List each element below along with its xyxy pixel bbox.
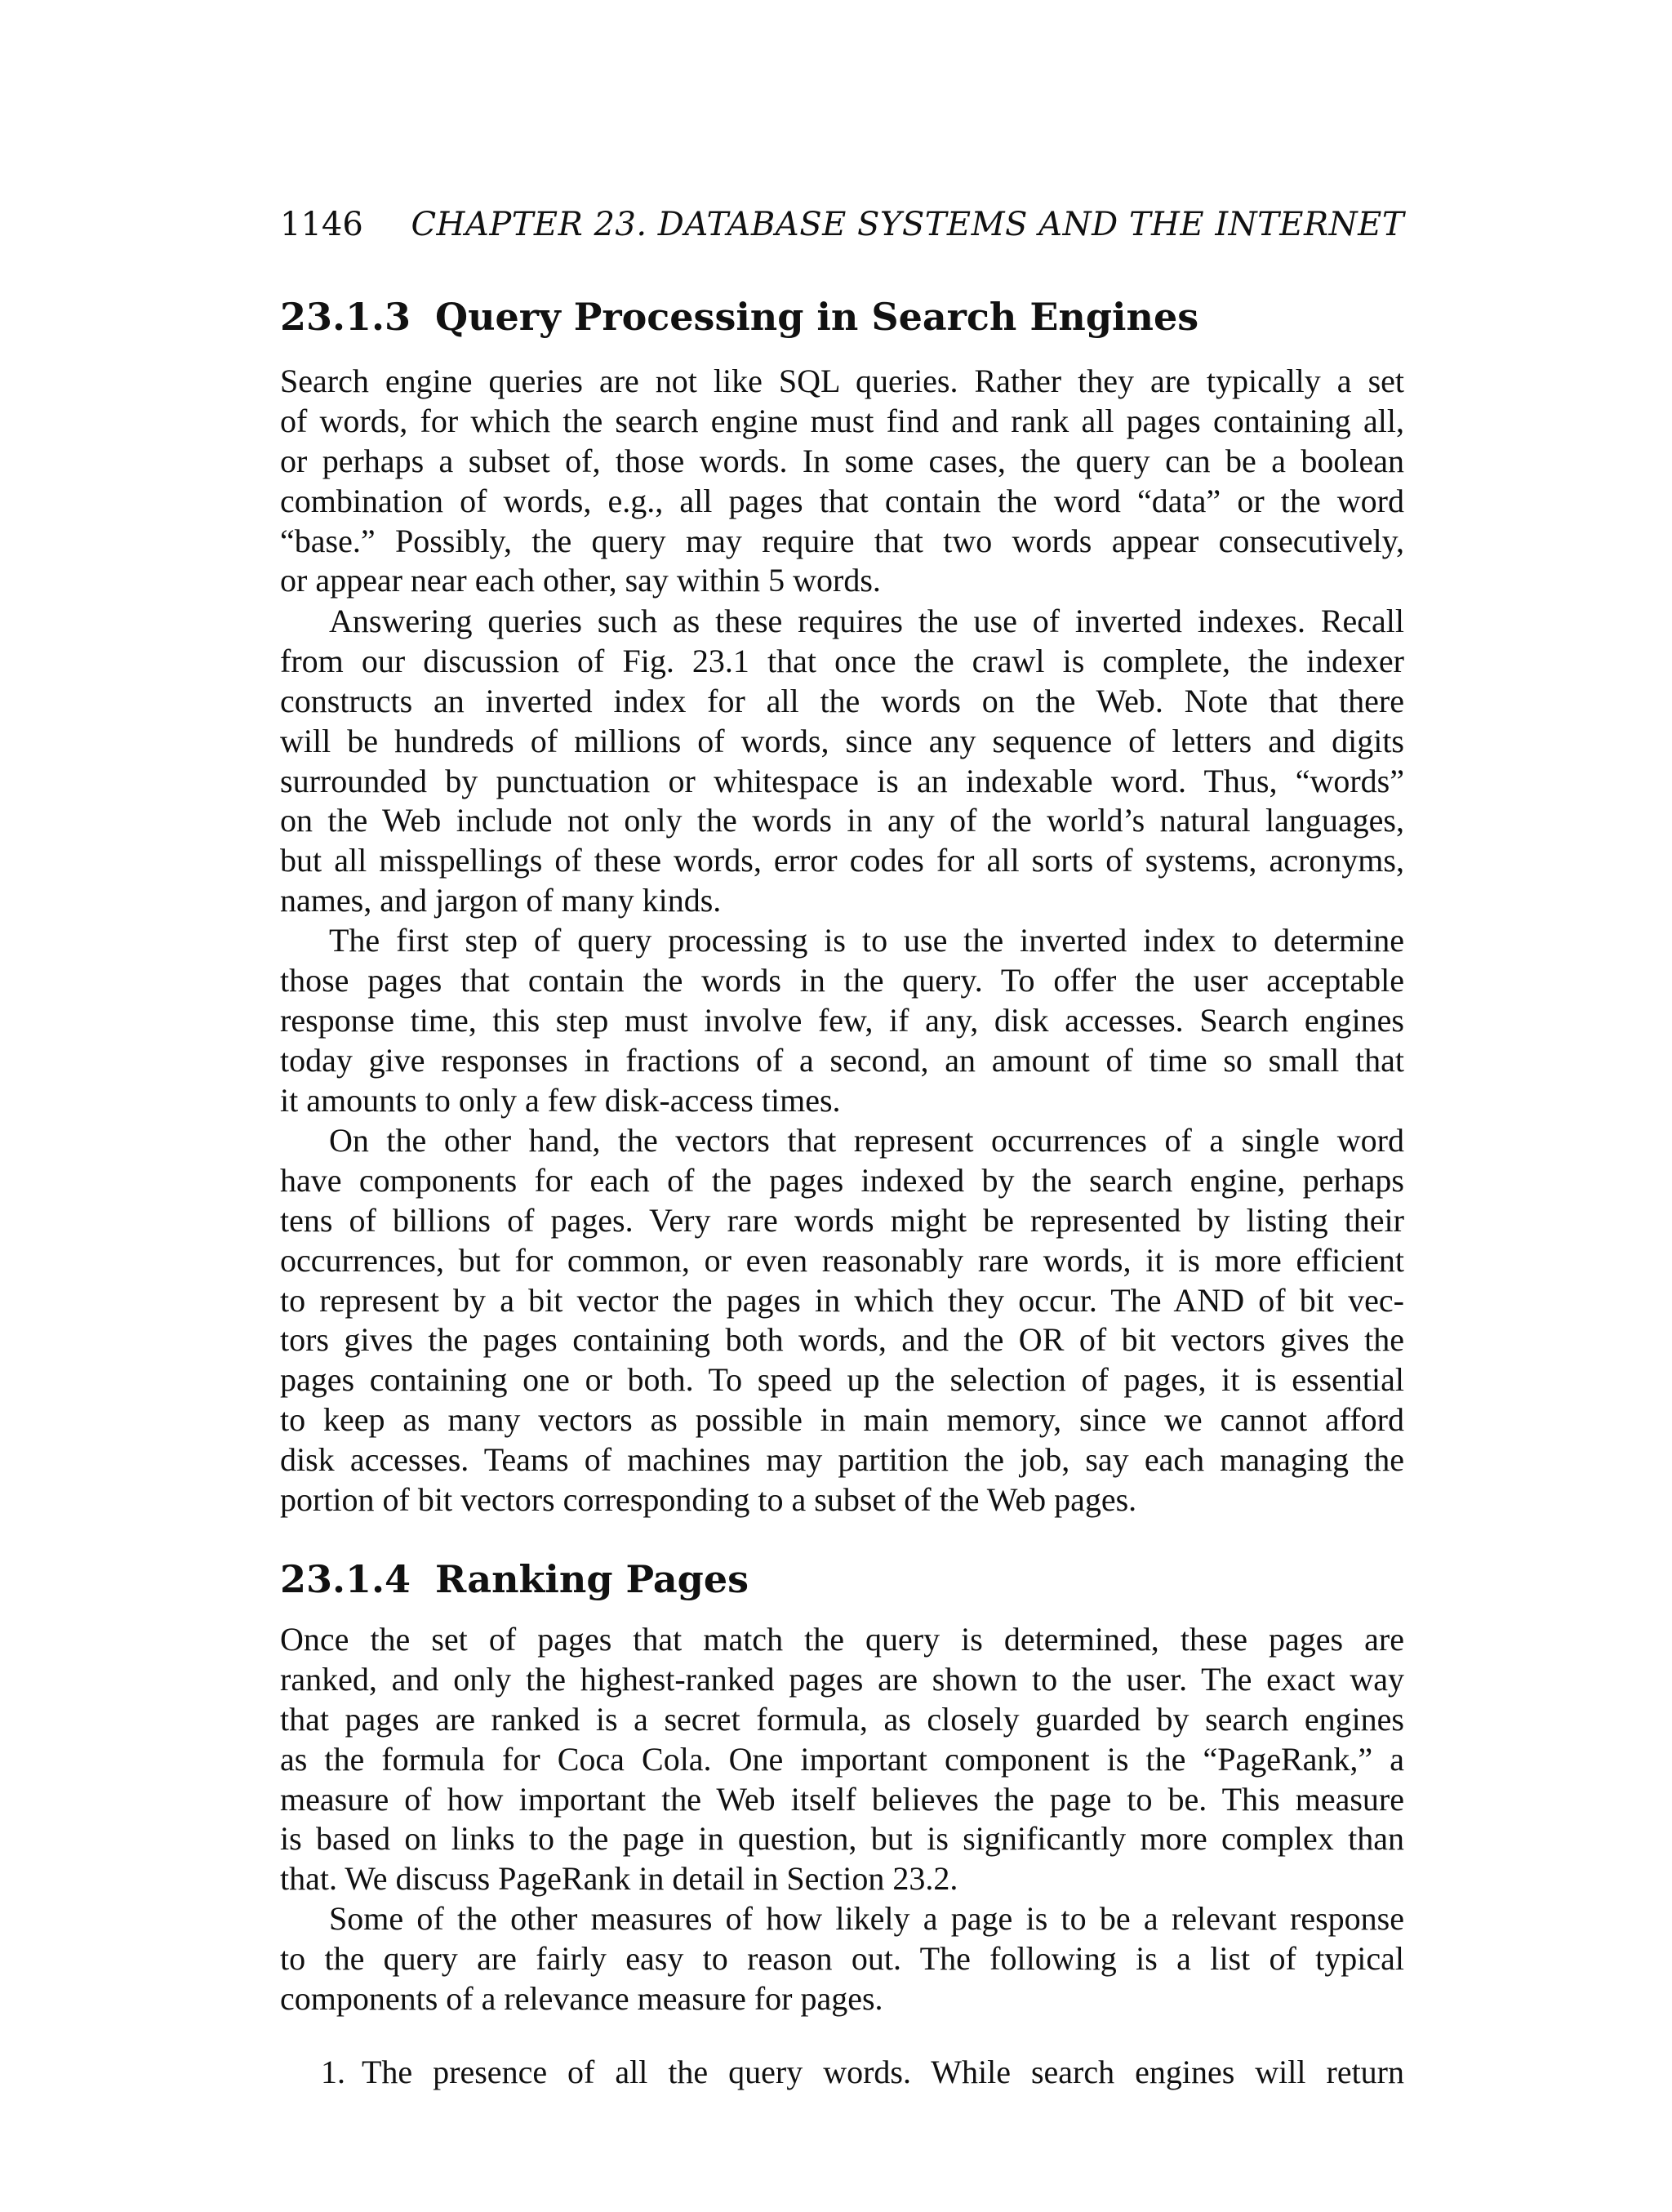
text-line: that pages are ranked is a secret formula, as closely guarded by search engines (280, 1700, 1404, 1738)
document-page (280, 0, 1404, 2212)
text-line: those pages that contain the words in the query. To offer the user acceptable (280, 961, 1404, 999)
text-line: have components for each of the pages indexed by the search engine, perhaps (280, 1161, 1404, 1199)
text-line: tens of billions of pages. Very rare words might be represented by listing their (280, 1201, 1404, 1239)
text-line: or perhaps a subset of, those words. In some cases, the query can be a boolean (280, 442, 1404, 479)
text-line: On the other hand, the vectors that represent occurrences of a single word (329, 1122, 1404, 1159)
text-line: but all misspellings of these words, error codes for all sorts of systems, acronyms, (280, 842, 1404, 879)
section-title: Ranking Pages (435, 1557, 749, 1601)
text-line: The first step of query processing is to use the inverted index to determine (329, 922, 1404, 959)
text-line: disk accesses. Teams of machines may partition the job, say each managing the (280, 1441, 1404, 1479)
paragraph-6 (280, 1899, 1404, 2019)
list-marker: 1. (321, 2054, 345, 2090)
text-line: will be hundreds of millions of words, since any sequence of letters and digits (280, 722, 1404, 759)
text-line: surrounded by punctuation or whitespace is an indexable word. Thus, “words” (280, 762, 1404, 799)
text-line: or appear near each other, say within 5 words. (280, 562, 881, 599)
text-line: on the Web include not only the words in any of the world’s natural languages, (280, 802, 1404, 839)
text-line: components of a relevance measure for pages. (280, 1979, 883, 2017)
text-line: names, and jargon of many kinds. (280, 882, 722, 919)
list-item (280, 2053, 1404, 2093)
list-item-text: The presence of all the query words. While search engines will return (362, 2054, 1404, 2090)
running-head (280, 204, 1404, 245)
text-line: to represent by a bit vector the pages in which they occur. The AND of bit vec- (280, 1281, 1404, 1319)
text-line: is based on links to the page in question, but is significantly more complex than (280, 1820, 1404, 1858)
text-line: ranked, and only the highest-ranked pages are shown to the user. The exact way (280, 1660, 1404, 1698)
text-line: of words, for which the search engine must find and rank all pages containing all, (280, 402, 1404, 439)
text-line: constructs an inverted index for all the words on the Web. Note that there (280, 682, 1404, 719)
text-line: as the formula for Coca Cola. One important component is the “PageRank,” a (280, 1740, 1404, 1778)
text-line: portion of bit vectors corresponding to a subset of the Web pages. (280, 1481, 1137, 1519)
text-line: Search engine queries are not like SQL queries. Rather they are typically a set (280, 363, 1404, 399)
section-title: Query Processing in Search Engines (435, 295, 1199, 339)
section-heading-query-processing (280, 294, 1198, 340)
paragraph-5 (280, 1620, 1404, 1899)
text-line: combination of words, e.g., all pages that contain the word “data” or the word (280, 482, 1404, 519)
paragraph-2 (280, 602, 1404, 921)
text-line: to keep as many vectors as possible in main memory, since we cannot afford (280, 1401, 1404, 1439)
text-line: from our discussion of Fig. 23.1 that once the crawl is complete, the indexer (280, 642, 1404, 679)
text-line: response time, this step must involve few, if any, disk accesses. Search engines (280, 1001, 1404, 1039)
text-line: tors gives the pages containing both words, and the OR of bit vectors gives the (280, 1321, 1404, 1359)
text-line: Some of the other measures of how likely a page is to be a relevant response (329, 1900, 1404, 1937)
section-number: 23.1.3 (280, 295, 411, 339)
relevance-components-list (280, 2053, 1404, 2093)
text-line: Answering queries such as these requires the use of inverted indexes. Recall (329, 603, 1404, 639)
page-number: 1146 (280, 206, 363, 243)
text-line: to the query are fairly easy to reason out. The following is a list of typical (280, 1939, 1404, 1977)
section-number: 23.1.4 (280, 1557, 411, 1601)
text-line: measure of how important the Web itself believes the page to be. This measure (280, 1780, 1404, 1818)
text-line: occurrences, but for common, or even reasonably rare words, it is more efficient (280, 1241, 1404, 1279)
text-line: pages containing one or both. To speed up the selection of pages, it is essential (280, 1361, 1404, 1399)
section-heading-ranking-pages (280, 1556, 749, 1602)
paragraph-3 (280, 921, 1404, 1120)
paragraph-4 (280, 1121, 1404, 1520)
text-line: Once the set of pages that match the query is determined, these pages are (280, 1621, 1404, 1658)
chapter-title: CHAPTER 23. DATABASE SYSTEMS AND THE INTERNET (411, 206, 1404, 243)
text-line: today give responses in fractions of a second, an amount of time so small that (280, 1041, 1404, 1079)
text-line: “base.” Possibly, the query may require that two words appear consecutively, (280, 522, 1404, 559)
text-line: that. We discuss PageRank in detail in Section 23.2. (280, 1860, 958, 1898)
paragraph-1 (280, 362, 1404, 601)
text-line: it amounts to only a few disk-access times. (280, 1081, 841, 1119)
